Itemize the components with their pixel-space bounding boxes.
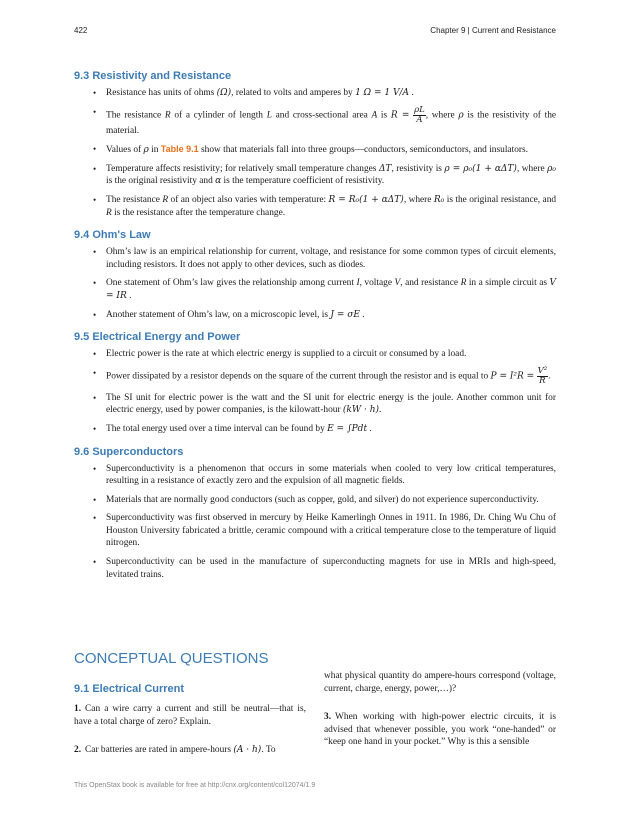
variable: V xyxy=(394,278,401,289)
variable: I xyxy=(356,278,360,289)
math: 1 Ω = 1 V/A xyxy=(355,88,410,98)
text: . xyxy=(548,371,551,382)
question-text: . To xyxy=(261,745,276,756)
question-2-continued: what physical quantity do ampere-hours correspond (voltage, current, charge, energy, power,…)? xyxy=(324,671,556,694)
math: α xyxy=(215,176,222,187)
section-title-9-6: 9.6 Superconductors xyxy=(74,445,184,458)
text: The resistance xyxy=(106,110,162,121)
variable: R xyxy=(106,207,112,218)
variable: R xyxy=(164,110,171,121)
fraction xyxy=(537,367,549,386)
question-text: Car batteries are rated in ampere-hours xyxy=(85,745,232,756)
variable: R xyxy=(162,194,169,205)
text: , where xyxy=(403,194,432,205)
bullet-item xyxy=(74,309,556,322)
text: , voltage xyxy=(359,278,392,289)
section-list-9-5 xyxy=(74,348,556,435)
text: is the resistivity of the material. xyxy=(106,110,557,136)
question-2 xyxy=(74,744,306,757)
text: , related to volts and amperes by xyxy=(231,88,353,98)
math: E = ∫Pdt xyxy=(327,423,368,434)
bullet-item xyxy=(74,277,556,302)
numerator: ρL xyxy=(414,104,425,115)
variable: L xyxy=(266,110,272,121)
table-link[interactable]: Table 9.1 xyxy=(160,144,199,155)
conceptual-questions-title: CONCEPTUAL QUESTIONS xyxy=(74,650,269,667)
text: The total energy used over a time interval can be found by xyxy=(106,423,325,434)
question-number: 3. xyxy=(324,712,332,723)
chapter-header: Chapter 9 | Current and Resistance xyxy=(430,26,556,35)
text: Another statement of Ohm’s law, on a microscopic level, is xyxy=(106,309,328,320)
math: (Ω) xyxy=(216,88,232,98)
summary-content xyxy=(74,70,556,591)
bullet-item xyxy=(74,194,556,219)
text: , resistivity is xyxy=(391,163,442,174)
bullet-item: • Superconductivity is a phenomenon that occurs in some materials when cooled to very low critical temperatures, resulting in a resistance of exactly zero and the expulsion of all magnetic fields. xyxy=(74,463,556,488)
bullet-item: • Superconductivity was first observed in mercury by Heike Kamerlingh Onnes in 1911. In 1986, Dr. Ching Wu Chu of Houston University fabricated a brittle, ceramic compound with a critical temperature close to the temperature of liquid nitrogen. xyxy=(74,512,556,550)
bullet-item xyxy=(74,87,556,100)
bullet-item xyxy=(74,423,556,436)
text: , and resistance xyxy=(400,278,459,289)
text: . xyxy=(129,290,132,301)
section-title-9-5: 9.5 Electrical Energy and Power xyxy=(74,331,241,344)
text: . xyxy=(379,405,382,416)
text: is xyxy=(380,110,388,121)
text: of an object also varies with temperature: xyxy=(170,194,327,205)
text: of a cylinder of length xyxy=(174,110,263,121)
text: . xyxy=(369,423,372,434)
text: One statement of Ohm’s law gives the relationship among current xyxy=(106,278,354,289)
math: ρ xyxy=(143,145,149,156)
math: ρ xyxy=(458,110,464,121)
bullet-item: • Electric power is the rate at which electric energy is supplied to a circuit or consumed by a load. xyxy=(74,348,556,361)
denominator: R xyxy=(539,375,546,386)
bullet-item: • Superconductivity can be used in the manufacture of superconducting magnets for use in MRIs and high-speed, levitated trains. xyxy=(74,556,556,581)
questions-right-column xyxy=(324,670,556,765)
bullet-item: • Materials that are normally good conductors (such as copper, gold, and silver) do not experience superconductivity. xyxy=(74,494,556,507)
math: V = IR xyxy=(106,278,557,301)
page-number: 422 xyxy=(74,26,88,35)
text: Temperature affects resistivity; for relatively small temperature changes xyxy=(106,163,377,174)
question-number: 1. xyxy=(74,704,82,714)
text: Power dissipated by a resistor depends on the square of the current through the resistor and is equal to xyxy=(106,371,489,382)
question-text: When working with high-power electric circuits, it is advised that whenever possible, you work “one-handed” or “keep one hand in your pocket.” Why is this a sensible xyxy=(324,712,556,748)
math: ρ₀ xyxy=(547,163,557,174)
text: . xyxy=(411,88,414,98)
math: ΔT xyxy=(378,163,392,174)
question-number: 2. xyxy=(74,745,82,756)
math: R = xyxy=(390,110,410,121)
math: ρ = ρ₀(1 + αΔT) xyxy=(444,163,517,174)
section-list-9-4 xyxy=(74,246,556,321)
section-list-9-3 xyxy=(74,87,556,219)
text: is the resistance after the temperature change. xyxy=(114,207,286,218)
text: , where xyxy=(425,110,455,121)
variable: R xyxy=(460,278,467,289)
text: Resistance has units of ohms xyxy=(106,88,215,98)
section-title-9-3: 9.3 Resistivity and Resistance xyxy=(74,70,232,82)
math: P = I²R = xyxy=(490,371,535,382)
fraction xyxy=(413,106,426,125)
text: and cross-sectional area xyxy=(275,110,368,121)
math: J = σE xyxy=(330,309,360,320)
section-title-9-4: 9.4 Ohm's Law xyxy=(74,229,151,242)
text: is the temperature coefficient of resistivity. xyxy=(223,176,385,187)
denominator: A xyxy=(416,114,423,125)
math: R₀ xyxy=(433,194,445,205)
text: The resistance xyxy=(106,194,160,205)
question-text: Can a wire carry a current and still be neutral—that is, have a total charge of zero? Explain. xyxy=(74,704,306,727)
bullet-item xyxy=(74,163,556,188)
question-1 xyxy=(74,703,306,728)
text: . xyxy=(362,309,365,320)
text: , where xyxy=(516,163,545,174)
subsection-title-9-1: 9.1 Electrical Current xyxy=(74,683,185,695)
numerator: V² xyxy=(537,365,548,376)
question-3 xyxy=(324,711,556,749)
bullet-item: • Ohm’s law is an empirical relationship for current, voltage, and resistance for some common types of circuit elements, including resistors. It does not apply to other devices, such as diodes. xyxy=(74,246,556,271)
section-list-9-6 xyxy=(74,463,556,582)
text: The SI unit for electric power is the watt and the SI unit for electric energy is the joule. Another common unit for electric energy, used by power companies, is the kilowatt-hour xyxy=(106,392,556,416)
bullet-item xyxy=(74,106,556,138)
math: (kW · h) xyxy=(342,405,380,416)
bullet-item xyxy=(74,392,556,417)
text: in xyxy=(151,145,159,156)
text: is the original resistivity and xyxy=(106,176,213,187)
text: in a simple circuit as xyxy=(468,278,548,289)
text: Values of xyxy=(106,145,142,156)
text: show that materials fall into three groups—conductors, semiconductors, and insulators. xyxy=(200,145,528,156)
math: (A · h) xyxy=(233,745,262,756)
math: R = R₀(1 + αΔT) xyxy=(328,194,404,205)
bullet-item xyxy=(74,143,556,157)
variable: A xyxy=(371,110,378,121)
bullet-item xyxy=(74,367,556,386)
text: is the original resistance, and xyxy=(446,194,557,205)
footer-note: This OpenStax book is available for free at http://cnx.org/content/col12074/1.9 xyxy=(74,782,316,789)
questions-left-column xyxy=(74,683,306,773)
